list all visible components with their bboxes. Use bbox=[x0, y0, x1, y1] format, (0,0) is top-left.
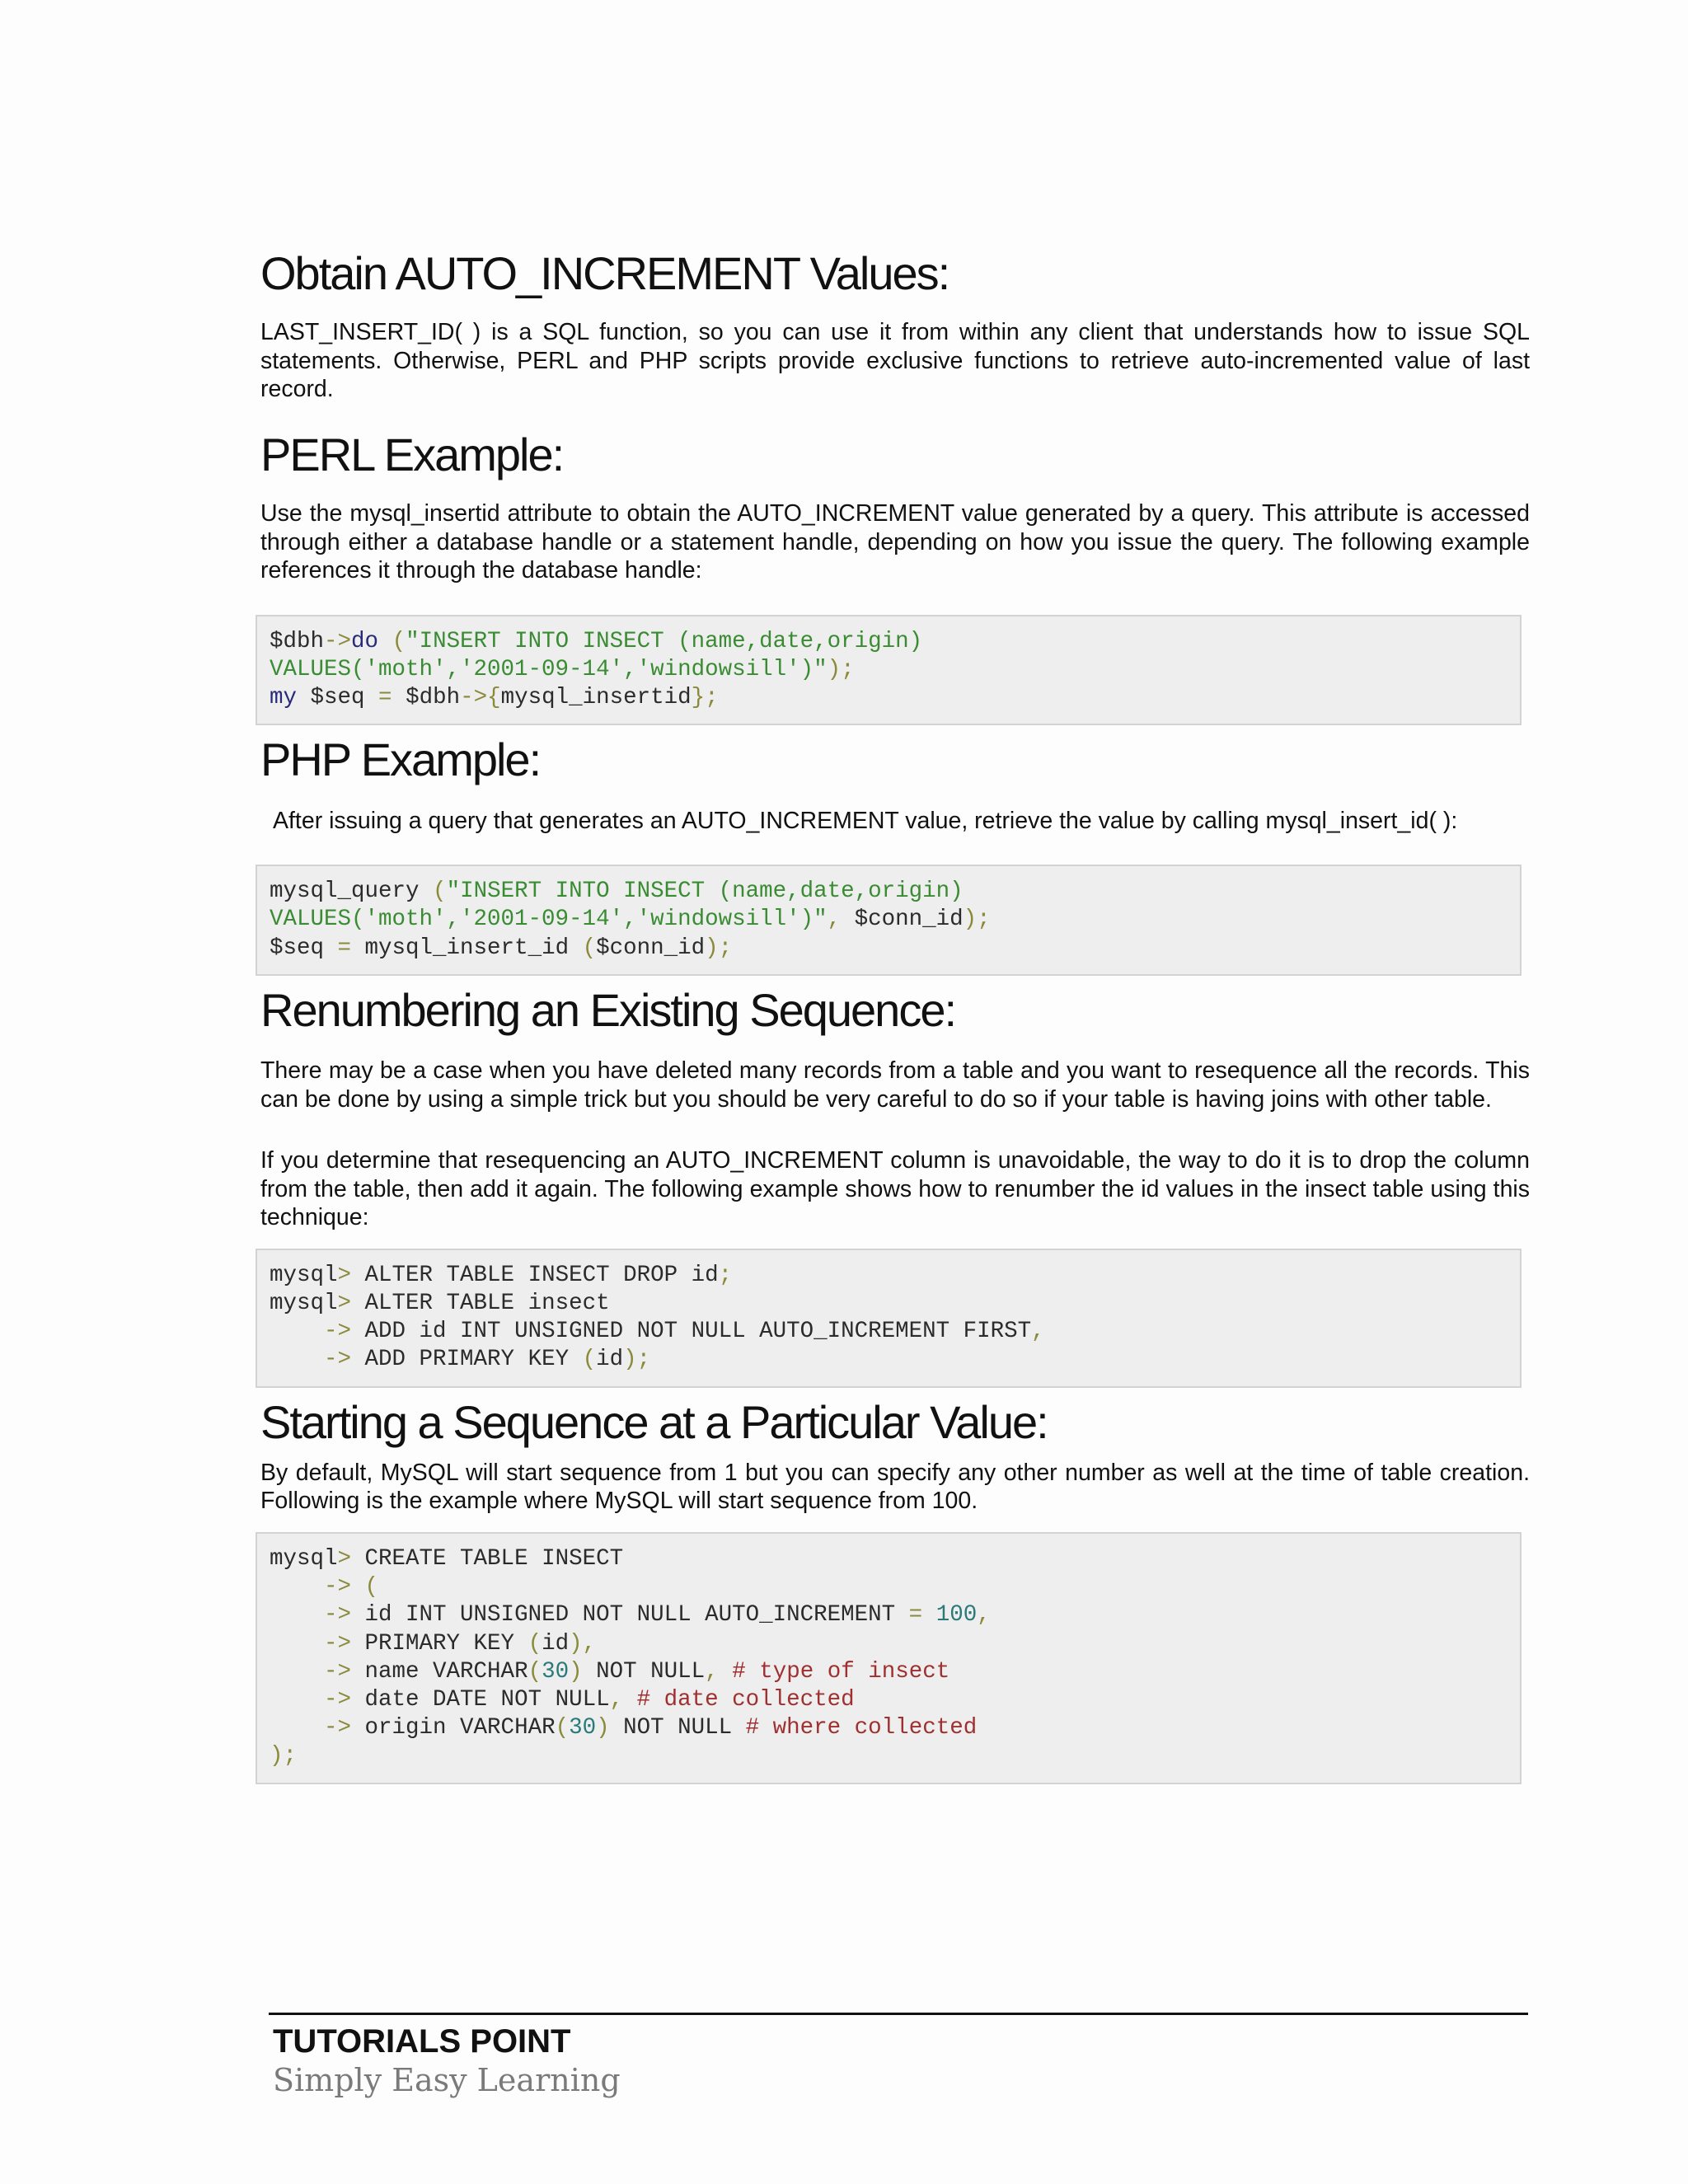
code-line: mysql> CREATE TABLE INSECT bbox=[270, 1545, 624, 1572]
code-line: ); bbox=[270, 1743, 298, 1769]
code-line: mysql> ALTER TABLE insect bbox=[270, 1290, 610, 1316]
code-line: -> origin VARCHAR(30) NOT NULL # where collected bbox=[324, 1715, 978, 1741]
paragraph-starting: By default, MySQL will start sequence from 1 but you can specify any other number as well at the time of table creation. Following is the example where MySQL will start sequence from 100. bbox=[260, 1459, 1530, 1515]
footer-brand: TUTORIALS POINT bbox=[273, 2023, 571, 2060]
code-line: mysql> ALTER TABLE INSECT DROP id; bbox=[270, 1262, 733, 1288]
code-line: -> ( bbox=[324, 1574, 379, 1601]
paragraph-renumbering-1: There may be a case when you have deleted many records from a table and you want to resequence all the records. This can be done by using a simple trick but you should be very careful to do so if your table is having joins with other table. bbox=[260, 1057, 1530, 1113]
paragraph-renumbering-2: If you determine that resequencing an AUTO_INCREMENT column is unavoidable, the way to do it is to drop the column from the table, then add it again. The following example shows how to renumber the id values in the insect table using this technique: bbox=[260, 1147, 1530, 1231]
document-page bbox=[260, 247, 1530, 1784]
heading-perl-example: PERL Example: bbox=[260, 428, 564, 480]
code-line: VALUES('moth','2001-09-14','windowsill')", $conn_id); bbox=[270, 907, 991, 933]
code-block-renumbering bbox=[256, 1249, 1522, 1388]
code-line: -> name VARCHAR(30) NOT NULL, # type of insect bbox=[324, 1658, 950, 1685]
code-line: -> ADD id INT UNSIGNED NOT NULL AUTO_INCREMENT FIRST, bbox=[324, 1319, 1045, 1345]
code-block-perl bbox=[256, 615, 1522, 726]
heading-renumbering: Renumbering an Existing Sequence: bbox=[260, 983, 956, 1036]
code-line: mysql_query ("INSERT INTO INSECT (name,date,origin) bbox=[270, 879, 964, 905]
heading-obtain-auto-increment: Obtain AUTO_INCREMENT Values: bbox=[260, 247, 950, 299]
paragraph-php: After issuing a query that generates an AUTO_INCREMENT value, retrieve the value by calling mysql_insert_id( ): bbox=[273, 807, 1458, 834]
footer-tagline: Simply Easy Learning bbox=[273, 2062, 621, 2098]
code-line: -> id INT UNSIGNED NOT NULL AUTO_INCREMENT = 100, bbox=[324, 1602, 991, 1629]
code-line: my $seq = $dbh->{mysql_insertid}; bbox=[270, 685, 719, 711]
heading-php-example: PHP Example: bbox=[260, 733, 541, 786]
code-line: VALUES('moth','2001-09-14','windowsill')"); bbox=[270, 656, 855, 682]
footer-divider bbox=[269, 2013, 1528, 2015]
code-line: -> date DATE NOT NULL, # date collected bbox=[324, 1687, 855, 1713]
code-line: $seq = mysql_insert_id ($conn_id); bbox=[270, 935, 733, 961]
heading-starting-sequence: Starting a Sequence at a Particular Value: bbox=[260, 1395, 1048, 1448]
code-line: -> ADD PRIMARY KEY (id); bbox=[324, 1347, 651, 1373]
paragraph-perl: Use the mysql_insertid attribute to obtain the AUTO_INCREMENT value generated by a query. This attribute is accessed through either a database handle or a statement handle, depending on how you issue the query. The following example references it through the database handle: bbox=[260, 500, 1530, 584]
code-line: $dbh->do ("INSERT INTO INSECT (name,date,origin) bbox=[270, 628, 923, 654]
code-line: -> PRIMARY KEY (id), bbox=[324, 1630, 597, 1657]
code-block-starting bbox=[256, 1532, 1522, 1784]
code-block-php bbox=[256, 865, 1522, 976]
paragraph-last-insert-id: LAST_INSERT_ID( ) is a SQL function, so you can use it from within any client that understands how to issue SQL statements. Otherwise, PERL and PHP scripts provide exclusive functions to retrieve auto-incremented value of last record. bbox=[260, 319, 1530, 403]
